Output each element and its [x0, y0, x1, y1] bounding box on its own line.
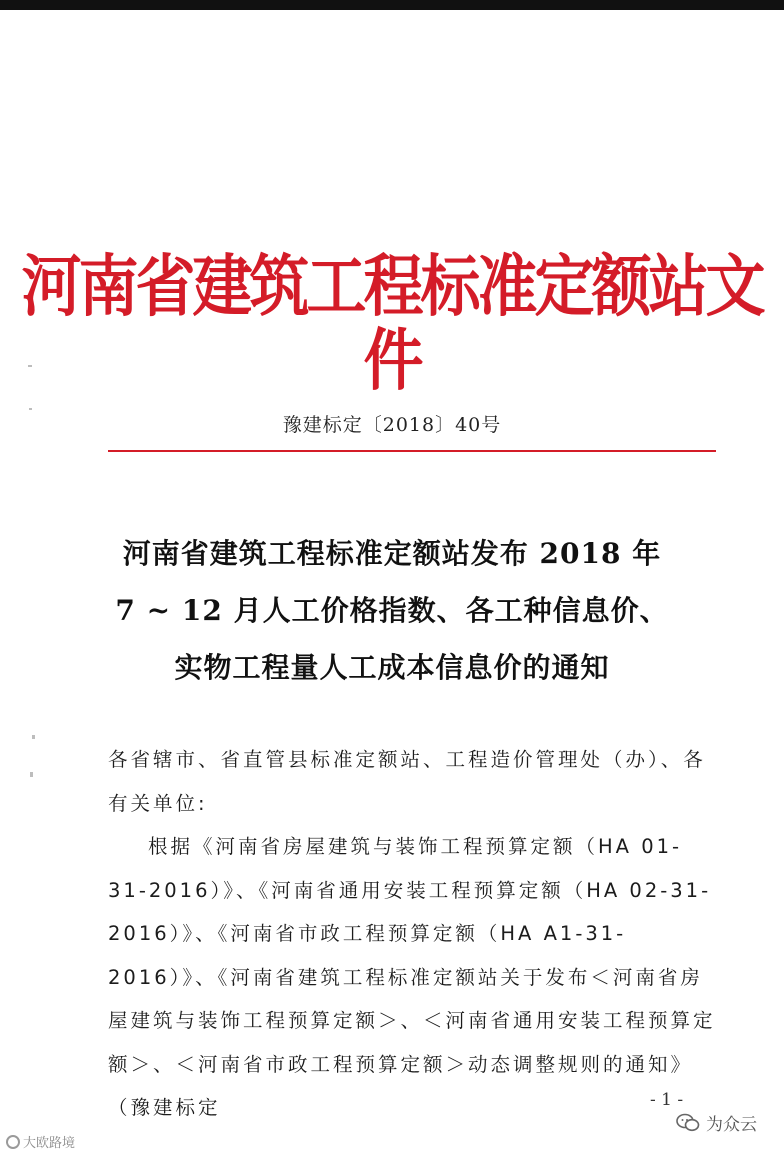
- scan-mark: [28, 365, 32, 367]
- scan-mark: [32, 735, 35, 739]
- watermark-right-text: 为众云: [706, 1115, 757, 1135]
- red-divider-line: [108, 450, 716, 452]
- page-number: - 1 -: [650, 1090, 684, 1110]
- watermark-logo-icon: [6, 1135, 20, 1149]
- agency-header-title: 河南省建筑工程标准定额站文件: [21, 247, 763, 401]
- document-body: [108, 738, 720, 1130]
- watermark-right: [676, 1110, 757, 1135]
- scan-mark: [30, 772, 33, 777]
- watermark-left: [6, 1132, 75, 1151]
- wechat-icon: [676, 1113, 700, 1133]
- top-border: [0, 0, 784, 10]
- scan-mark: [29, 408, 32, 410]
- notice-title: [0, 525, 784, 696]
- title-line-2: 7 ~ 12 月人工价格指数、各工种信息价、: [115, 594, 669, 627]
- title-line-3: 实物工程量人工成本信息价的通知: [174, 651, 610, 684]
- body-paragraph: 根据《河南省房屋建筑与装饰工程预算定额（HA 01-31-2016）》、《河南省通用安装工程预算定额（HA 02-31-2016）》、《河南省市政工程预算定额（HA A1-31-2016）》、《河南省建筑工程标准定额站关于发布＜河南省房屋建筑与装饰工程预算定额＞、＜河南省通用安装工程预算定额＞、＜河南省市政工程预算定额＞动态调整规则的通知》（豫建标定: [108, 835, 716, 1119]
- watermark-left-text: 大欧路境: [23, 1136, 76, 1151]
- title-line-1: 河南省建筑工程标准定额站发布 2018 年: [122, 537, 662, 570]
- salutation: 各省辖市、省直管县标准定额站、工程造价管理处（办）、各有关单位:: [108, 748, 706, 815]
- document-number: 豫建标定〔2018〕40号: [282, 414, 502, 436]
